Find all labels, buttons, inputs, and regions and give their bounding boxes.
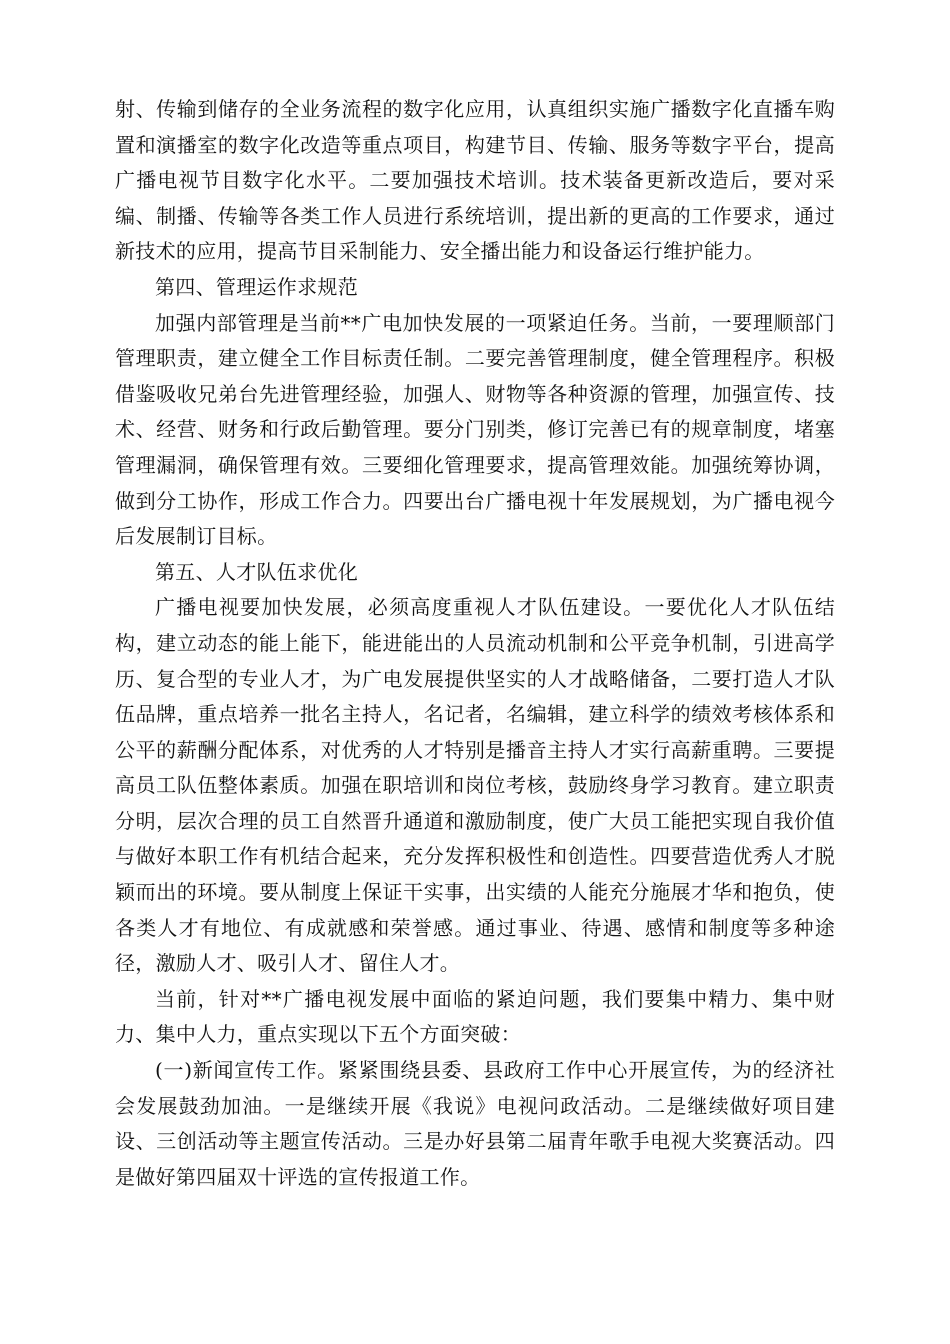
- document-page: [115, 92, 835, 1195]
- section-heading: 第五、人才队伍求优化: [155, 559, 358, 584]
- section-heading: 第四、管理运作求规范: [155, 274, 358, 299]
- body-paragraph: 射、传输到储存的全业务流程的数字化应用，认真组织实施广播数字化直播车购置和演播室的数字化改造等重点项目，构建节目、传输、服务等数字平台，提高广播电视节目数字化水平。二要加强技术培训。技术装备更新改造后，要对采编、制播、传输等各类工作人员进行系统培训，提出新的更高的工作要求，通过新技术的应用，提高节目采制能力、安全播出能力和设备运行维护能力。: [115, 97, 835, 264]
- body-paragraph: 当前，针对**广播电视发展中面临的紧迫问题，我们要集中精力、集中财力、集中人力，重点实现以下五个方面突破：: [115, 986, 835, 1047]
- body-paragraph: (一)新闻宣传工作。紧紧围绕县委、县政府工作中心开展宣传，为的经济社会发展鼓劲加油。一是继续开展《我说》电视问政活动。二是继续做好项目建设、三创活动等主题宣传活动。三是办好县第二届青年歌手电视大奖赛活动。四是做好第四届双十评选的宣传报道工作。: [115, 1058, 835, 1189]
- body-paragraph: 广播电视要加快发展，必须高度重视人才队伍建设。一要优化人才队伍结构，建立动态的能上能下，能进能出的人员流动机制和公平竞争机制，引进高学历、复合型的专业人才，为广电发展提供坚实的人才战略储备，二要打造人才队伍品牌，重点培养一批名主持人，名记者，名编辑，建立科学的绩效考核体系和公平的薪酬分配体系，对优秀的人才特别是播音主持人才实行高薪重聘。三要提高员工队伍整体素质。加强在职培训和岗位考核，鼓励终身学习教育。建立职责分明，层次合理的员工自然晋升通道和激励制度，使广大员工能把实现自我价值与做好本职工作有机结合起来，充分发挥积极性和创造性。四要营造优秀人才脱颖而出的环境。要从制度上保证干实事，出实绩的人能充分施展才华和抱负，使各类人才有地位、有成就感和荣誉感。通过事业、待遇、感情和制度等多种途径，激励人才、吸引人才、留住人才。: [115, 595, 835, 976]
- body-paragraph: 加强内部管理是当前**广电加快发展的一项紧迫任务。当前，一要理顺部门管理职责，建立健全工作目标责任制。二要完善管理制度，健全管理程序。积极借鉴吸收兄弟台先进管理经验，加强人、财物等各种资源的管理，加强宣传、技术、经营、财务和行政后勤管理。要分门别类，修订完善已有的规章制度，堵塞管理漏洞，确保管理有效。三要细化管理要求，提高管理效能。加强统筹协调，做到分工协作，形成工作合力。四要出台广播电视十年发展规划，为广播电视今后发展制订目标。: [115, 310, 835, 549]
